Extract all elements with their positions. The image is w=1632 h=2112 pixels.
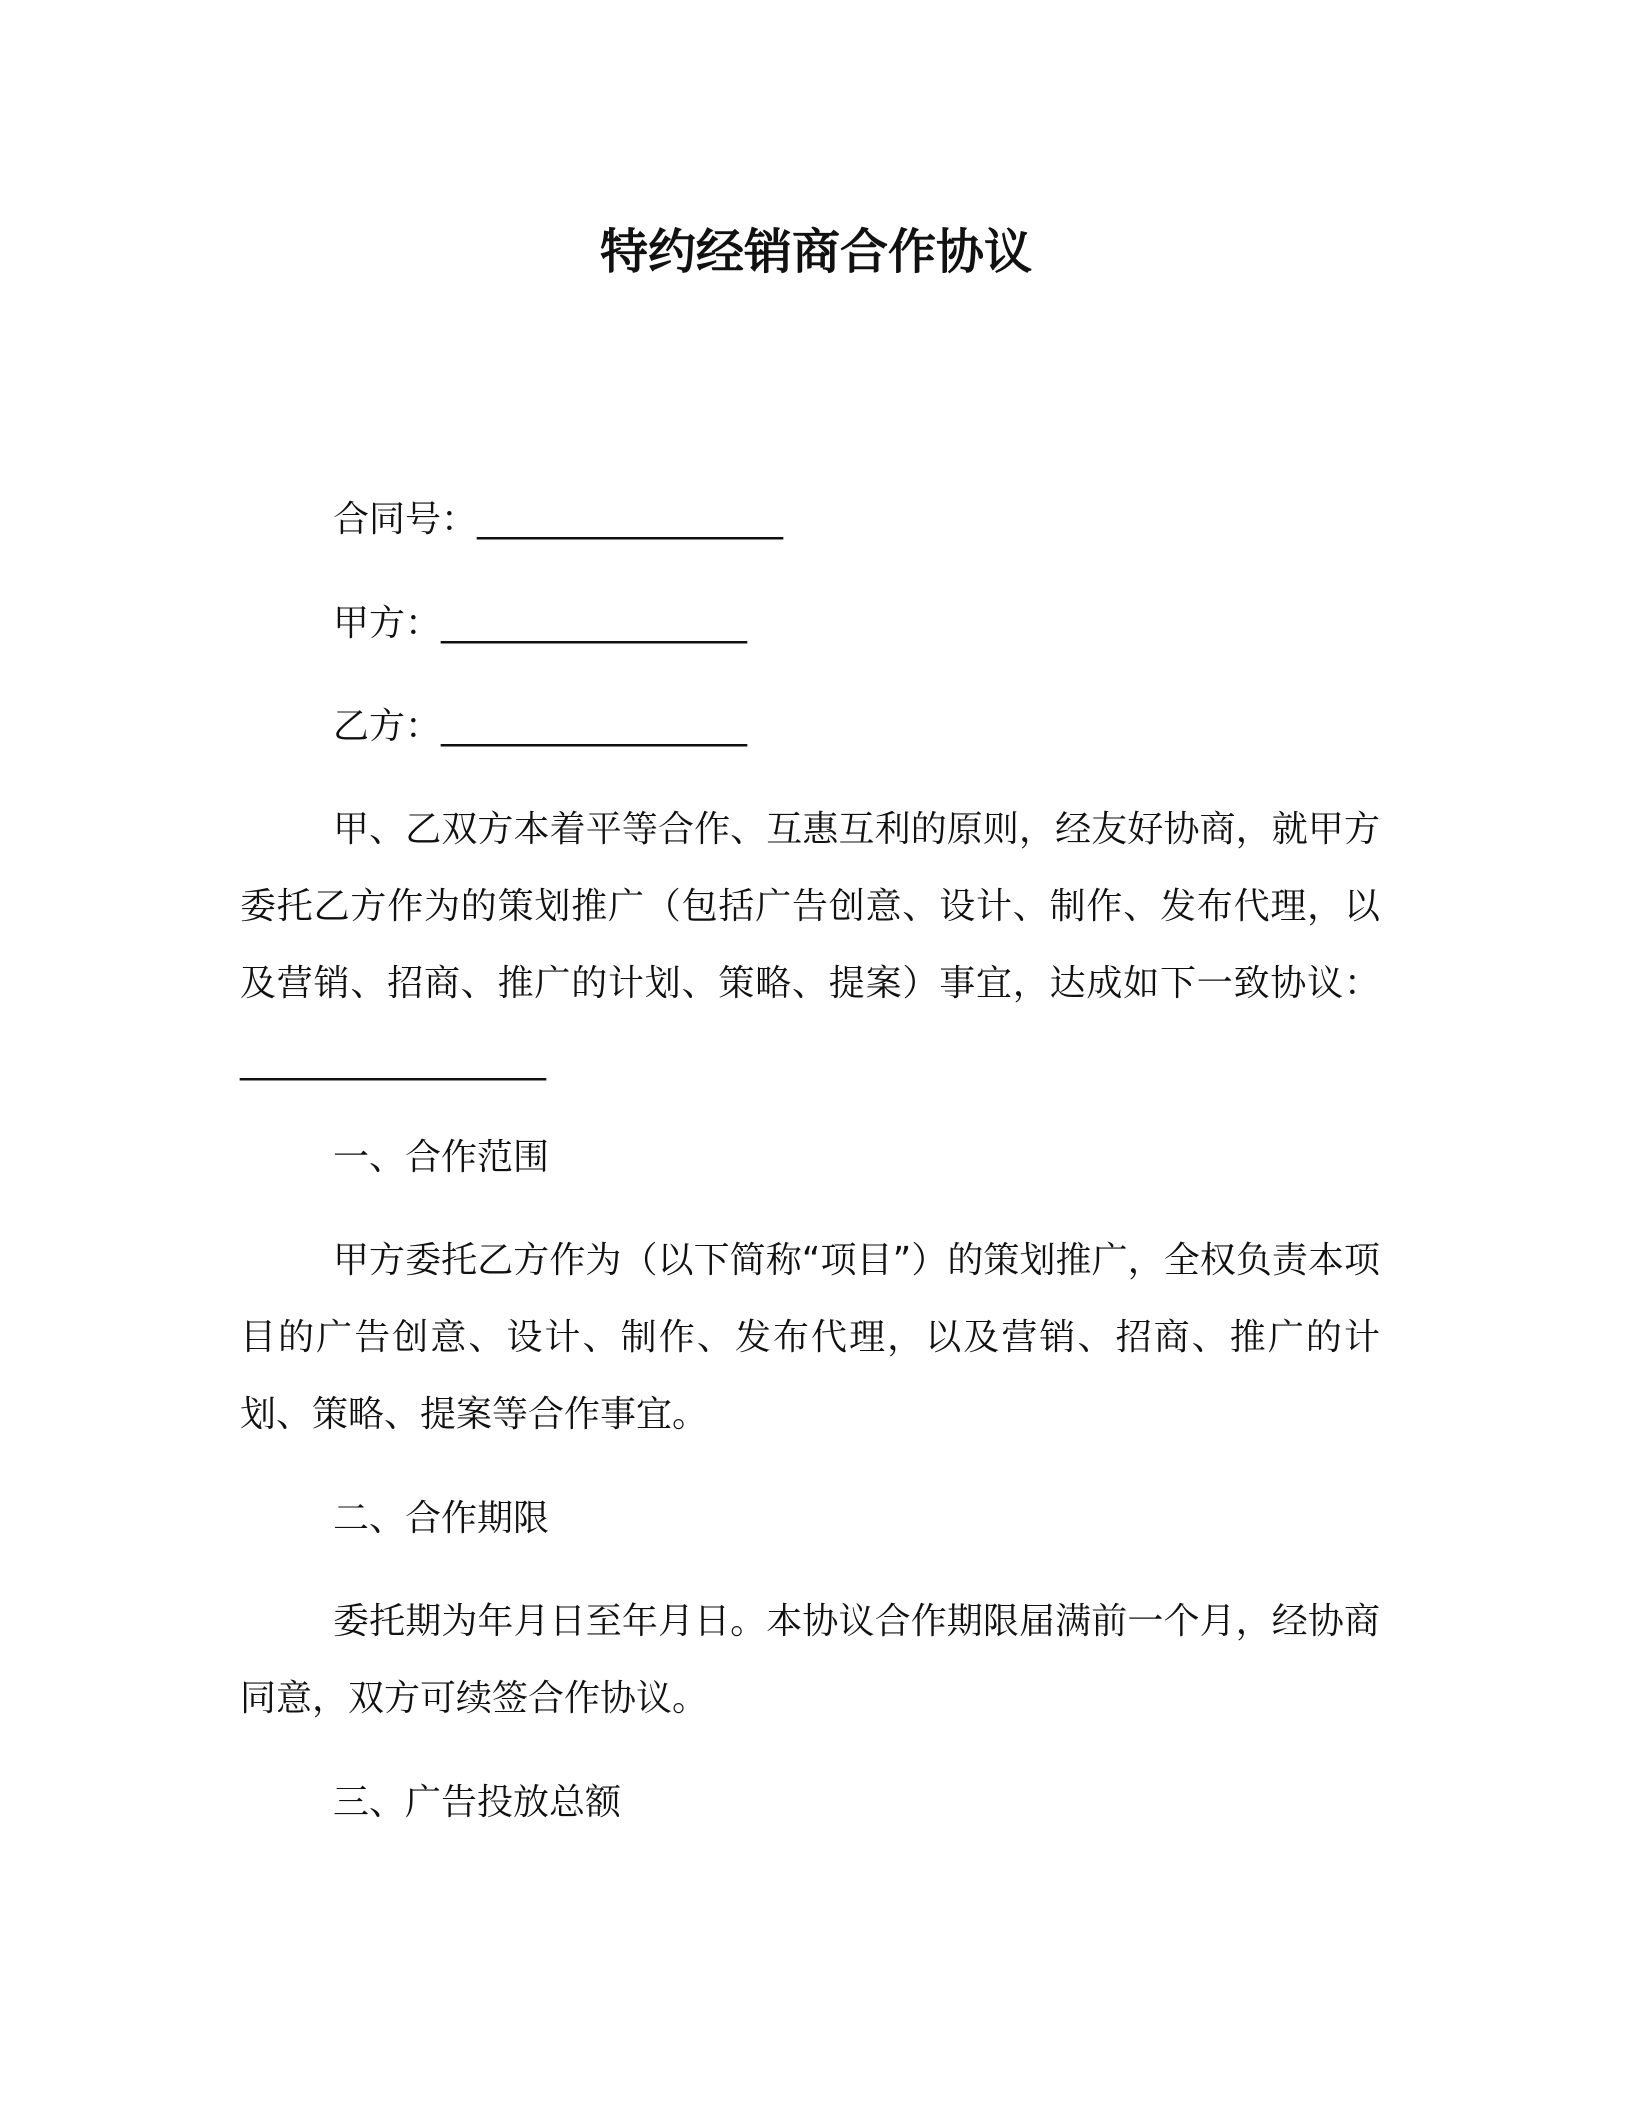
contract-number-label: 合同号：: [333, 499, 478, 540]
contract-number-field: [333, 496, 783, 544]
section-body-1: 甲方委托乙方作为（以下简称“项目”）的策划推广，全权负责本项目的广告创意、设计、制作、发布代理，以及营销、招商、推广的计划、策略、提案等合作事宜。: [240, 1240, 1380, 1435]
document-title: 特约经销商合作协议: [599, 224, 1032, 280]
section-heading-2: 二、合作期限: [333, 1498, 550, 1539]
party-a-blank[interactable]: _________________: [441, 603, 748, 644]
section-heading-3: 三、广告投放总额: [333, 1782, 622, 1823]
intro-text: 甲、乙双方本着平等合作、互惠互利的原则，经友好协商，就甲方委托乙方作为的策划推广（包括广告创意、设计、制作、发布代理，以及营销、招商、推广的计划、策略、提案）事宜，达成如下一致协议：: [240, 809, 1380, 1004]
party-b-field: [333, 703, 747, 751]
party-b-blank[interactable]: _________________: [441, 706, 748, 747]
intro-blank[interactable]: _________________: [240, 1040, 546, 1081]
section-heading-1: 一、合作范围: [333, 1137, 550, 1178]
party-a-field: [333, 600, 747, 648]
intro-paragraph: [240, 791, 1380, 1099]
section-body-2: 委托期为年月日至年月日。本协议合作期限届满前一个月，经协商同意，双方可续签合作协议。: [240, 1601, 1380, 1719]
party-a-label: 甲方：: [333, 603, 442, 644]
contract-number-blank[interactable]: _________________: [477, 499, 784, 540]
party-b-label: 乙方：: [333, 706, 442, 747]
